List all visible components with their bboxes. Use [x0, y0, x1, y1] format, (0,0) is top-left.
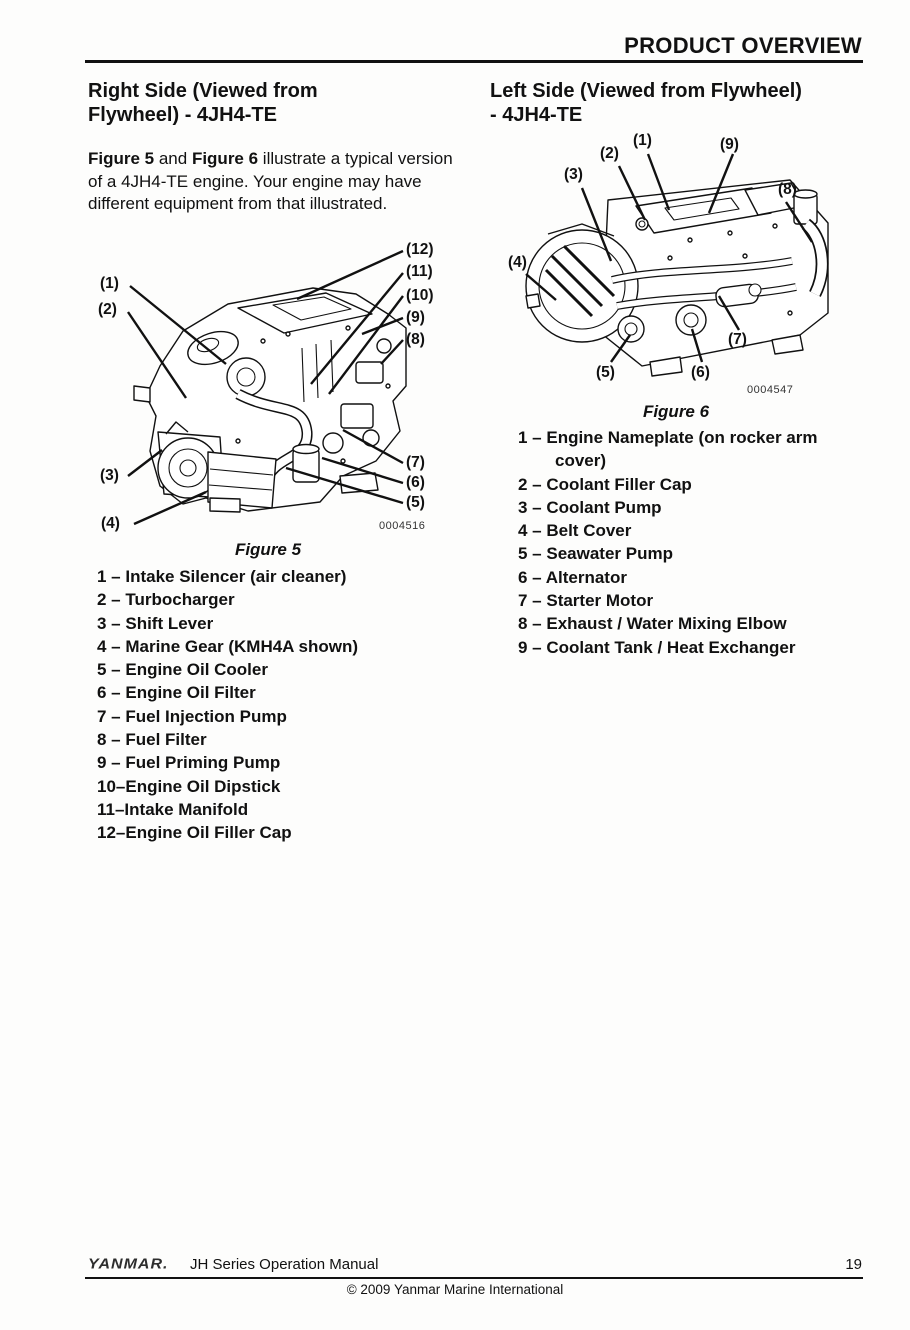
- figure6-caption: Figure 6: [642, 402, 710, 421]
- heading-line: Flywheel) - 4JH4-TE: [88, 104, 277, 126]
- legend-item: 2 – Coolant Filler Cap: [518, 474, 692, 494]
- callout-9: (9): [720, 136, 739, 153]
- header-divider: [85, 60, 863, 63]
- figure5-legend: [97, 565, 449, 845]
- callout-3: (3): [100, 467, 119, 484]
- figure6-reference: Figure 6: [191, 149, 259, 168]
- legend-item: 2 – Turbocharger: [97, 590, 235, 610]
- legend-item: 8 – Exhaust / Water Mixing Elbow: [518, 614, 787, 634]
- footer-divider: [85, 1277, 863, 1279]
- legend-item: 4 – Marine Gear (KMH4A shown): [97, 636, 359, 656]
- footer-copyright: © 2009 Yanmar Marine International: [346, 1282, 564, 1297]
- legend-item: 4 – Belt Cover: [518, 521, 632, 541]
- callout-2: (2): [98, 301, 117, 318]
- legend-item: 5 – Engine Oil Cooler: [97, 660, 268, 680]
- callout-10: (10): [406, 287, 434, 304]
- legend-item: 6 – Engine Oil Filter: [97, 683, 256, 703]
- heading-line: Left Side (Viewed from Flywheel): [490, 80, 802, 102]
- legend-item: 7 – Starter Motor: [518, 591, 654, 611]
- callout-5: (5): [406, 494, 425, 511]
- legend-item: 8 – Fuel Filter: [97, 730, 207, 750]
- callout-6: (6): [406, 474, 425, 491]
- legend-item: 5 – Seawater Pump: [518, 544, 673, 564]
- footer-page-number: 19: [845, 1256, 862, 1273]
- intro-text: illustrate a typical version of a 4JH4-TE engine. Your engine may have different equipment from that illustrated.: [88, 149, 453, 213]
- heading-line: Right Side (Viewed from: [88, 80, 318, 102]
- figure5-caption: Figure 5: [234, 540, 302, 559]
- yanmar-logo: YANMAR.: [88, 1256, 169, 1273]
- legend-item: 11–Intake Manifold: [97, 799, 249, 819]
- legend-item: 1 – Engine Nameplate (on rocker arm cover): [518, 428, 818, 471]
- callout-2: (2): [600, 145, 619, 162]
- callout-1: (1): [100, 275, 119, 292]
- callout-3: (3): [564, 166, 583, 183]
- figure6-image-code: 0004547: [747, 384, 794, 396]
- footer-manual-title: JH Series Operation Manual: [190, 1256, 379, 1273]
- legend-item: 7 – Fuel Injection Pump: [97, 706, 287, 726]
- callout-12: (12): [406, 241, 434, 258]
- intro-paragraph: [88, 148, 454, 216]
- callout-8: (8): [778, 181, 797, 198]
- engine-line-art-right-side: [88, 236, 448, 536]
- figure5-reference: Figure 5: [88, 149, 155, 168]
- legend-item: 9 – Coolant Tank / Heat Exchanger: [518, 637, 796, 657]
- callout-5: (5): [596, 364, 615, 381]
- legend-item: 1 – Intake Silencer (air cleaner): [97, 567, 347, 586]
- heading-line: - 4JH4-TE: [490, 104, 583, 126]
- legend-item: 9 – Fuel Priming Pump: [97, 753, 281, 773]
- figure6-diagram: [490, 128, 862, 398]
- callout-6: (6): [691, 364, 710, 381]
- legend-item: 6 – Alternator: [518, 567, 627, 587]
- section-heading-right-side: [88, 79, 468, 127]
- figure5-image-code: 0004516: [379, 520, 426, 532]
- engine-line-art-left-side: [490, 128, 862, 398]
- callout-4: (4): [101, 515, 120, 532]
- legend-item: 10–Engine Oil Dipstick: [97, 776, 281, 796]
- figure5-diagram: [88, 236, 448, 536]
- callout-8: (8): [406, 331, 425, 348]
- callout-4: (4): [508, 254, 527, 271]
- callout-7: (7): [728, 331, 747, 348]
- callout-11: (11): [406, 263, 433, 280]
- callout-7: (7): [406, 454, 425, 471]
- figure6-legend: [518, 426, 840, 659]
- legend-item: 3 – Shift Lever: [97, 613, 214, 633]
- intro-text: and: [154, 149, 192, 168]
- legend-item: 3 – Coolant Pump: [518, 497, 662, 517]
- callout-9: (9): [406, 309, 425, 326]
- legend-item: 12–Engine Oil Filler Cap: [97, 823, 292, 843]
- page-header-title: PRODUCT OVERVIEW: [624, 33, 862, 58]
- section-heading-left-side: [490, 79, 870, 127]
- callout-1: (1): [633, 132, 652, 149]
